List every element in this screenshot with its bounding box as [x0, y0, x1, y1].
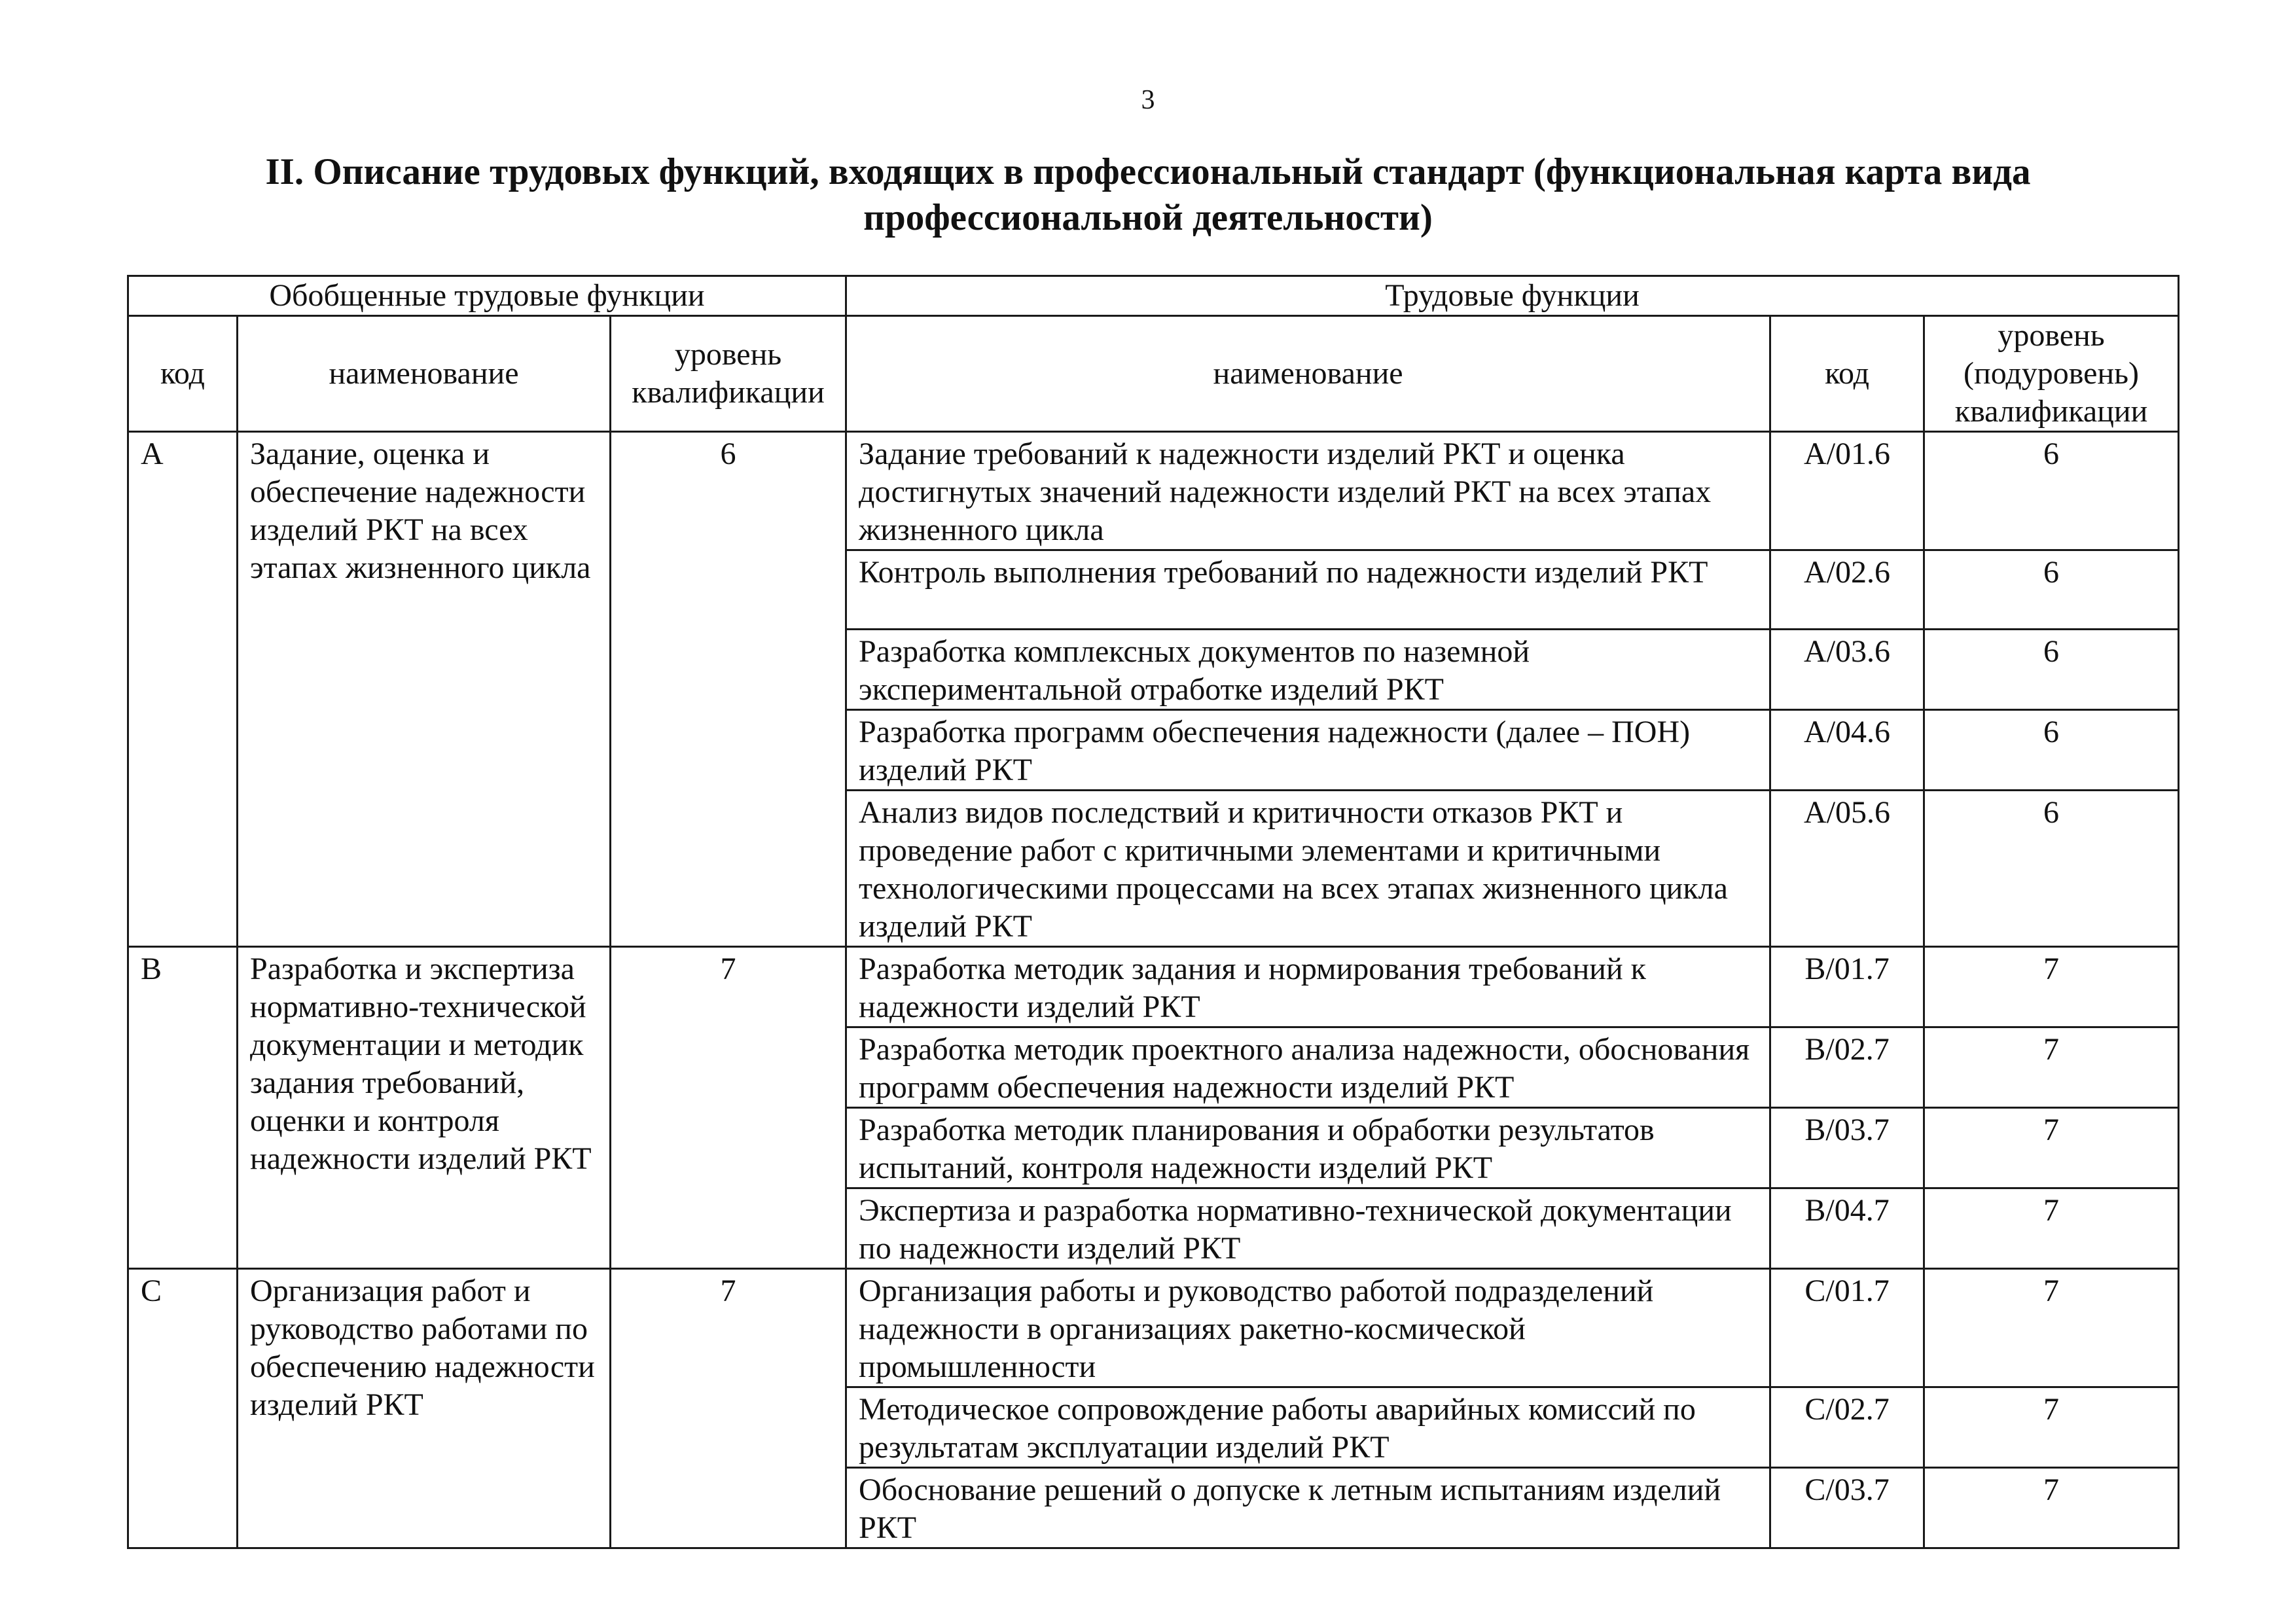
labor-function-level: 6	[1924, 630, 2179, 710]
table-row	[128, 432, 2179, 550]
gen-function-level: 7	[611, 947, 846, 1269]
labor-functions-header: Трудовые функции	[846, 276, 2179, 316]
labor-function-name: Организация работы и руководство работой подразделений надежности в организациях ракетно-космической промышленности	[846, 1269, 1770, 1387]
column-header-gen-level: уровень квалификации	[611, 316, 846, 432]
labor-function-level: 7	[1924, 1108, 2179, 1188]
section-title-line-2: профессиональной деятельности)	[863, 197, 1433, 238]
gen-function-code: A	[128, 432, 238, 947]
gen-function-name: Организация работ и руководство работами по обеспечению надежности изделий РКТ	[238, 1269, 611, 1548]
labor-function-level: 6	[1924, 432, 2179, 550]
labor-function-name: Анализ видов последствий и критичности отказов РКТ и проведение работ с критичными элементами и критичными технологическими процессами на всех этапах жизненного цикла изделий РКТ	[846, 791, 1770, 947]
page-number: 3	[1141, 85, 1155, 115]
column-header-gen-name: наименование	[238, 316, 611, 432]
generalized-functions-header: Обобщенные трудовые функции	[128, 276, 846, 316]
column-header-row	[128, 316, 2179, 432]
section-title	[170, 149, 2126, 241]
gen-function-code: C	[128, 1269, 238, 1548]
labor-function-name: Экспертиза и разработка нормативно-технической документации по надежности изделий РКТ	[846, 1188, 1770, 1269]
labor-function-level: 6	[1924, 550, 2179, 630]
labor-function-level: 6	[1924, 710, 2179, 791]
labor-function-code: B/04.7	[1770, 1188, 1924, 1269]
gen-function-name: Разработка и экспертиза нормативно-технической документации и методик задания требований, оценки и контроля надежности изделий РКТ	[238, 947, 611, 1269]
labor-function-level: 7	[1924, 1387, 2179, 1468]
functional-map-table	[127, 275, 2179, 1549]
labor-function-code: C/01.7	[1770, 1269, 1924, 1387]
labor-function-code: B/03.7	[1770, 1108, 1924, 1188]
labor-function-code: B/02.7	[1770, 1027, 1924, 1108]
table-row	[128, 1269, 2179, 1387]
labor-function-name: Разработка методик задания и нормирования требований к надежности изделий РКТ	[846, 947, 1770, 1027]
labor-function-level: 7	[1924, 1468, 2179, 1548]
labor-function-name: Контроль выполнения требований по надежности изделий РКТ	[846, 550, 1770, 630]
group-header-row	[128, 276, 2179, 316]
labor-function-name: Задание требований к надежности изделий РКТ и оценка достигнутых значений надежности изделий РКТ на всех этапах жизненного цикла	[846, 432, 1770, 550]
labor-function-code: A/04.6	[1770, 710, 1924, 791]
labor-function-code: A/05.6	[1770, 791, 1924, 947]
column-header-tf-name: наименование	[846, 316, 1770, 432]
labor-function-name: Обоснование решений о допуске к летным испытаниям изделий РКТ	[846, 1468, 1770, 1548]
labor-function-code: C/03.7	[1770, 1468, 1924, 1548]
labor-function-level: 7	[1924, 947, 2179, 1027]
labor-function-code: C/02.7	[1770, 1387, 1924, 1468]
labor-function-code: A/01.6	[1770, 432, 1924, 550]
labor-function-level: 7	[1924, 1188, 2179, 1269]
labor-function-name: Разработка комплексных документов по наземной экспериментальной отработке изделий РКТ	[846, 630, 1770, 710]
labor-function-code: B/01.7	[1770, 947, 1924, 1027]
column-header-tf-level: уровень (подуровень) квалификации	[1924, 316, 2179, 432]
section-title-line-1: II. Описание трудовых функций, входящих в профессиональный стандарт (функциональная карта вида	[265, 151, 2031, 192]
gen-function-name: Задание, оценка и обеспечение надежности изделий РКТ на всех этапах жизненного цикла	[238, 432, 611, 947]
labor-function-name: Разработка методик проектного анализа надежности, обоснования программ обеспечения надежности изделий РКТ	[846, 1027, 1770, 1108]
gen-function-code: B	[128, 947, 238, 1269]
labor-function-level: 6	[1924, 791, 2179, 947]
gen-function-level: 6	[611, 432, 846, 947]
labor-function-level: 7	[1924, 1027, 2179, 1108]
table-row	[128, 947, 2179, 1027]
labor-function-code: A/02.6	[1770, 550, 1924, 630]
labor-function-name: Разработка программ обеспечения надежности (далее – ПОН) изделий РКТ	[846, 710, 1770, 791]
labor-function-name: Разработка методик планирования и обработки результатов испытаний, контроля надежности изделий РКТ	[846, 1108, 1770, 1188]
column-header-gen-code: код	[128, 316, 238, 432]
labor-function-name: Методическое сопровождение работы аварийных комиссий по результатам эксплуатации изделий РКТ	[846, 1387, 1770, 1468]
gen-function-level: 7	[611, 1269, 846, 1548]
column-header-tf-code: код	[1770, 316, 1924, 432]
labor-function-code: A/03.6	[1770, 630, 1924, 710]
labor-function-level: 7	[1924, 1269, 2179, 1387]
